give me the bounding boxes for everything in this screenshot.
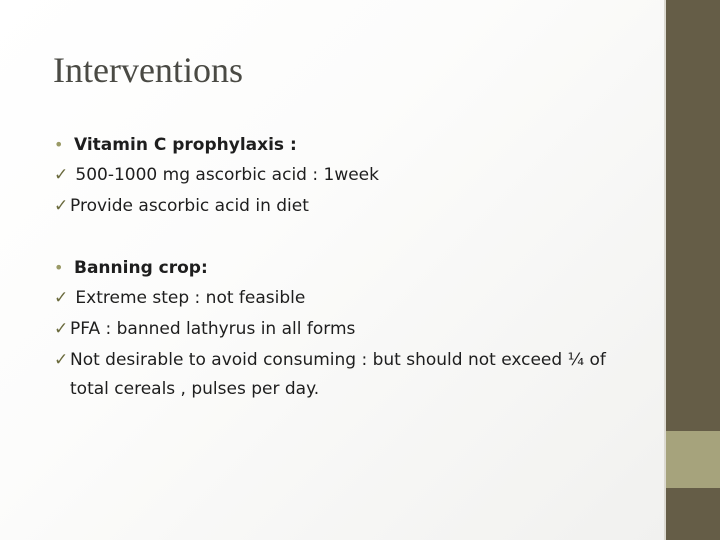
section-heading-banning-crop [54, 252, 654, 283]
list-item-text: PFA : banned lathyrus in all forms [70, 319, 356, 339]
list-item [54, 345, 654, 376]
check-icon: ✓ [54, 319, 69, 339]
check-icon: ✓ [54, 350, 69, 370]
section-spacer [54, 222, 654, 252]
check-icon: ✓ [54, 288, 69, 308]
section-heading-text: Banning crop: [74, 258, 208, 278]
sidebar-segment-top [666, 0, 720, 431]
list-item-continuation: total cereals , pulses per day. [70, 379, 320, 399]
bullet-icon: • [54, 258, 64, 277]
section-heading-vitamin-c [54, 129, 654, 160]
bullet-icon: • [54, 135, 64, 154]
slide-title: Interventions [53, 50, 243, 90]
sidebar-segment-middle [666, 431, 720, 488]
list-item-text: Provide ascorbic acid in diet [70, 196, 309, 216]
decorative-sidebar [666, 0, 720, 540]
slide-body [54, 129, 654, 402]
list-item-text: Extreme step : not feasible [70, 288, 306, 308]
list-item-text: Not desirable to avoid consuming : but should not exceed ¼ of [70, 350, 606, 370]
section-heading-text: Vitamin C prophylaxis : [74, 135, 297, 155]
check-icon: ✓ [54, 165, 69, 185]
list-item [54, 191, 654, 222]
list-item [54, 314, 654, 345]
check-icon: ✓ [54, 196, 69, 216]
sidebar-segment-bottom [666, 488, 720, 540]
list-item-text: 500-1000 mg ascorbic acid : 1week [70, 165, 379, 185]
list-item [54, 160, 654, 191]
list-item [54, 283, 654, 314]
